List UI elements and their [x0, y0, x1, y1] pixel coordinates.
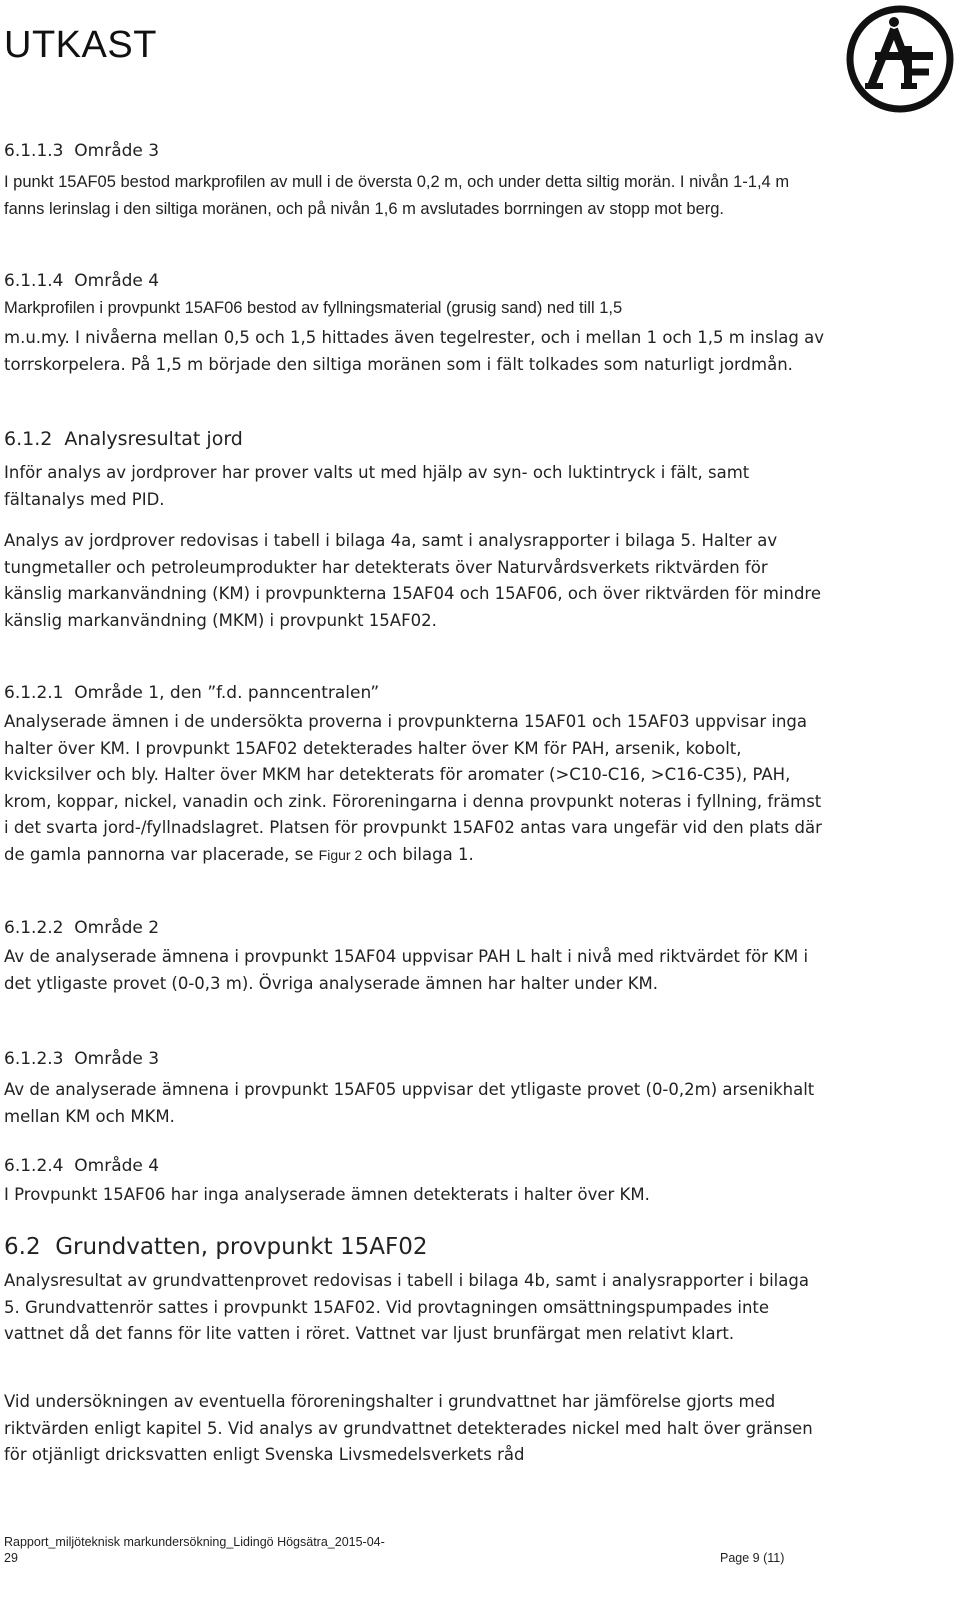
- paragraph: Markprofilen i provpunkt 15AF06 bestod av fyllningsmaterial (grusig sand) ned till 1,5: [4, 299, 623, 317]
- footer-document-name: Rapport_miljöteknisk markundersökning_Lidingö Högsätra_2015-04-: [4, 1535, 385, 1549]
- paragraph-text: och bilaga 1.: [362, 844, 474, 864]
- paragraph: m.u.my. I nivåerna mellan 0,5 och 1,5 hittades även tegelrester, och i mellan 1 och 1,5 m inslag av torrskorpelera. På 1,5 m började den siltiga moränen som i fält tolkades som naturligt jordmån.: [4, 328, 824, 374]
- paragraph: Inför analys av jordprover har prover valts ut med hjälp av syn- och luktintryck i fält, samt fältanalys med PID.: [4, 463, 750, 509]
- paragraph-text: Analyserade ämnen i de undersökta proverna i provpunkterna 15AF01 och 15AF03 uppvisar inga halter över KM. I provpunkt 15AF02 detekterades halter över KM för PAH, arsenik, kobolt, kvicksilver och bly. Halter över MKM har detekterats för aromater (>C10-C16, >C16-C35), PAH, krom, koppar, nickel, vanadin och zink. Föroreningarna i denna provpunkt noteras i fyllning, främst i det svarta jord-/fyllnadslagret. Platsen för provpunkt 15AF02 antas vara ungefär vid den plats där de gamla pannorna var placerade, se: [4, 712, 822, 864]
- paragraph: [4, 709, 824, 868]
- paragraph: Analysresultat av grundvattenprovet redovisas i tabell i bilaga 4b, samt i analysrapporter i bilaga 5. Grundvattenrör sattes i provpunkt 15AF02. Vid provtagningen omsättningspumpades inte vattnet då det fanns för lite vatten i röret. Vattnet var ljust brunfärgat men relativt klart.: [4, 1271, 809, 1343]
- footer-document-name-cont: 29: [4, 1551, 18, 1565]
- paragraph: Av de analyserade ämnena i provpunkt 15AF05 uppvisar det ytligaste provet (0-0,2m) arsenikhalt mellan KM och MKM.: [4, 1080, 815, 1126]
- paragraph: Vid undersökningen av eventuella föroreningshalter i grundvattnet har jämförelse gjorts med riktvärden enligt kapitel 5. Vid analys av grundvattnet detekterades nickel med halt över gränsen för otjänligt dricksvatten enligt Svenska Livsmedelsverkets råd: [4, 1392, 813, 1464]
- paragraph: I Provpunkt 15AF06 har inga analyserade ämnen detekterats i halter över KM.: [4, 1185, 650, 1204]
- page-number: Page 9 (11): [720, 1551, 785, 1565]
- draft-watermark: UTKAST: [4, 24, 157, 66]
- figure-reference-link[interactable]: Figur 2: [318, 846, 363, 863]
- section-heading: 6.2 Grundvatten, provpunkt 15AF02: [4, 1234, 428, 1260]
- section-heading: 6.1.2.4 Område 4: [4, 1156, 160, 1176]
- section-heading: 6.1.2.2 Område 2: [4, 918, 160, 938]
- section-heading: 6.1.2.1 Område 1, den ”f.d. panncentralen”: [4, 683, 380, 703]
- section-heading: 6.1.2 Analysresultat jord: [4, 428, 243, 450]
- af-logo-icon: [845, 4, 955, 114]
- section-heading: 6.1.2.3 Område 3: [4, 1049, 160, 1069]
- paragraph: I punkt 15AF05 bestod markprofilen av mull i de översta 0,2 m, och under detta siltig morän. I nivån 1-1,4 m fanns lerinslag i den siltiga moränen, och på nivån 1,6 m avslutades borrningen av stopp mot berg.: [4, 173, 790, 218]
- section-heading: 6.1.1.4 Område 4: [4, 271, 160, 291]
- paragraph: Analys av jordprover redovisas i tabell i bilaga 4a, samt i analysrapporter i bilaga 5. Halter av tungmetaller och petroleumprodukter har detekterats över Naturvårdsverkets riktvärden för känslig markanvändning (KM) i provpunkterna 15AF04 och 15AF06, och över riktvärden för mindre känslig markanvändning (MKM) i provpunkt 15AF02.: [4, 531, 822, 630]
- section-heading: 6.1.1.3 Område 3: [4, 141, 160, 161]
- paragraph: Av de analyserade ämnena i provpunkt 15AF04 uppvisar PAH L halt i nivå med riktvärdet för KM i det ytligaste provet (0-0,3 m). Övriga analyserade ämnen har halter under KM.: [4, 947, 809, 993]
